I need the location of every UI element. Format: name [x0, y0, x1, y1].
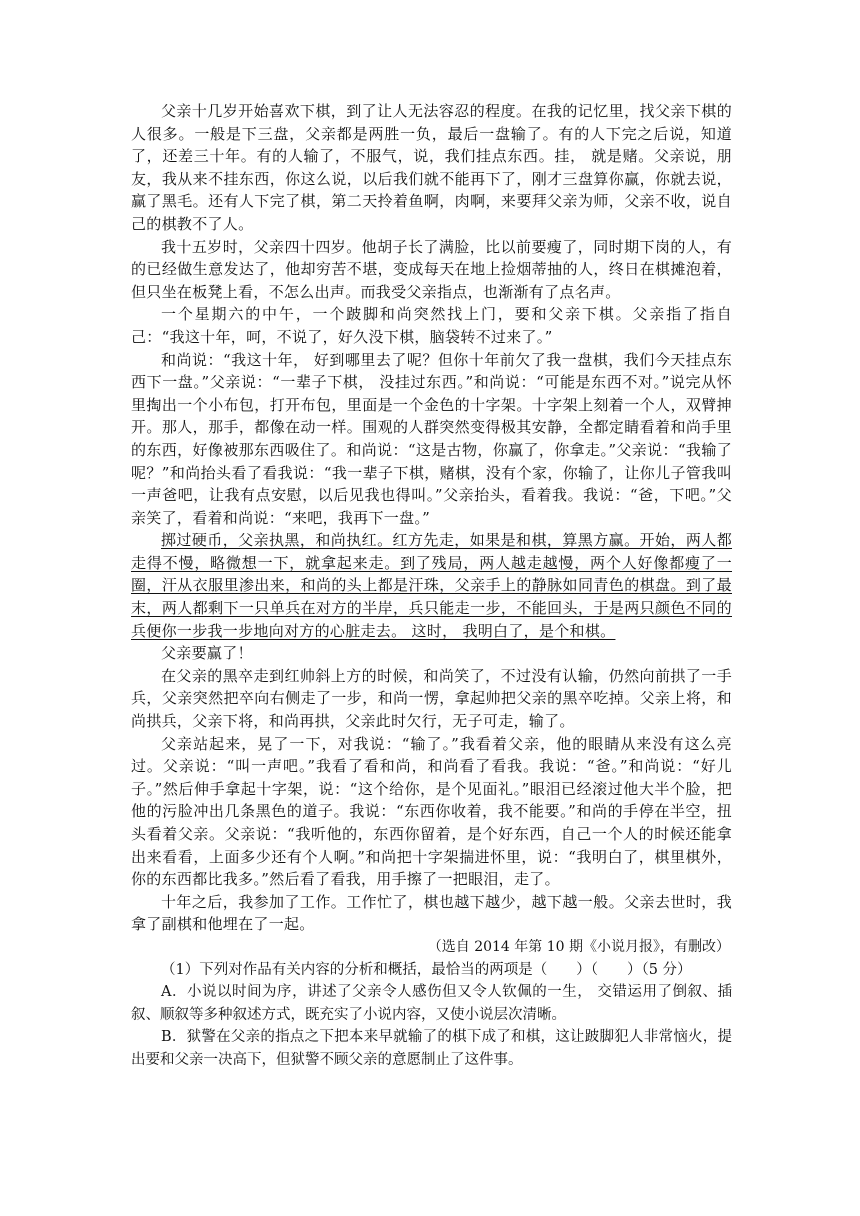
underlined-text-2: ，如果是和棋，算黑方赢。开始，两人都走得不慢，略微想一下，就拿起来走。到了残局，两人越走越慢，两个人好像都瘦了一圈，汗从衣服里渗出来，和尚的头上都是汗珠，父亲手上的静脉如同青色的棋盘。到了最末，两人都剩下一只单兵在对方的半岸，兵只能走一步，不能回头，于是两只颜色不同的兵便你一步我一步地向对方的心脏走去。 这时， 我明白了，是个和棋。 [131, 531, 733, 640]
paragraph-1: 父亲十几岁开始喜欢下棋，到了让人无法容忍的程度。在我的记忆里，找父亲下棋的人很多。一般是下三盘，父亲都是两胜一负，最后一盘输了。有的人下完之后说，知道了，还差三十年。有的人输了，不服气，说，我们挂点东西。挂， 就是赌。父亲说，朋友，我从来不挂东西，你这么说，以后我们就不能再下了，刚才三盘算你赢，你就去说，赢了黑毛。还有人下完了棋，第二天拎着鱼啊，肉啊，来要拜父亲为师，父亲不收，说自己的棋教不了人。 [131, 102, 732, 233]
paragraph-2: 我十五岁时，父亲四十四岁。他胡子长了满脸，比以前要瘦了，同时期下岗的人，有的已经做生意发达了，他却穷苦不堪，变成每天在地上捡烟蒂抽的人，终日在棋摊泡着，但只坐在板凳上看，不怎么出声。而我受父亲指点，也渐渐有了点名声。 [131, 237, 732, 301]
paragraph-3: 一个星期六的中午，一个跛脚和尚突然找上门，要和父亲下棋。父亲指了指自己：“我这十年，呵，不说了，好久没下棋，脑袋转不过来了。” [131, 305, 732, 346]
paragraph-4: 和尚说：“我这十年， 好到哪里去了呢？但你十年前欠了我一盘棋，我们今天挂点东西下一盘。”父亲说：“一辈子下棋， 没挂过东西。”和尚说：“可能是东西不对。”说完从怀里掏出一个小布包，打开布包，里面是一个金色的十字架。十字架上刻着一个人，双臂抻开。那人，那手，都像在动一样。围观的人群突然变得极其安静，全都定睛看着和尚手里的东西，好像被那东西吸住了。和尚说：“这是古物，你赢了，你拿走。”父亲说：“我输了呢？”和尚抬头看了看我说：“我一辈子下棋，赌棋，没有个家，你输了，让你儿子管我叫一声爸吧，让我有点安慰，以后见我也得叫。”父亲抬头，看着我。我说：“爸，下吧。”父亲笑了，看着和尚说：“来吧，我再下一盘。” [131, 350, 732, 527]
question-1: （1）下列对作品有关内容的分析和概括，最恰当的两项是（ ）（ ）（5 分） [161, 961, 692, 978]
paragraph-5 [131, 529, 732, 642]
paragraph-6: 父亲要赢了！ [161, 644, 253, 663]
option-b: B．狱警在父亲的指点之下把本来早就输了的棋下成了和棋，这让跛脚犯人非常恼火，提出要和父亲一决高下，但狱警不顾父亲的意愿制止了这件事。 [131, 1029, 732, 1068]
source-citation: （选自 2014 年第 10 期《小说月报》，有删改） [427, 938, 730, 955]
option-a: A．小说以时间为序，讲述了父亲令人感伤但又令人钦佩的一生， 交错运用了倒叙、插叙、顺叙等多种叙述方式，既充实了小说内容，又使小说层次清晰。 [131, 984, 732, 1023]
paragraph-8: 父亲站起来，晃了一下，对我说：“输了。”我看着父亲，他的眼睛从来没有这么亮过。父亲说：“叫一声吧。”我看了看和尚，和尚看了看我。我说：“爸。”和尚说：“好儿子。”然后伸手拿起十字架，说：“这个给你，是个见面礼。”眼泪已经滚过他大半个脸，把他的污脸冲出几条黑色的道子。我说：“东西你收着，我不能要。”和尚的手停在半空，扭头看着父亲。父亲说：“我听他的，东西你留着，是个好东西，自己一个人的时候还能拿出来看看，上面多少还有个人啊。”和尚把十字架揣进怀里，说：“我明白了，棋里棋外，你的东西都比我多。”然后看了看我，用手擦了一把眼泪，走了。 [131, 734, 732, 889]
underlined-text-1: 掷过硬币，父亲执黑，和尚执红。红方先走 [161, 531, 455, 550]
paragraph-7: 在父亲的黑卒走到红帅斜上方的时候，和尚笑了，不过没有认输，仍然向前拱了一手兵，父亲突然把卒向右侧走了一步，和尚一愣，拿起帅把父亲的黑卒吃掉。父亲上将，和尚拱兵，父亲下将，和尚再拱，父亲此时欠行，无子可走，输了。 [131, 666, 732, 731]
paragraph-9: 十年之后，我参加了工作。工作忙了，棋也越下越少，越下越一般。父亲去世时，我拿了副棋和他埋在了一起。 [131, 892, 732, 934]
